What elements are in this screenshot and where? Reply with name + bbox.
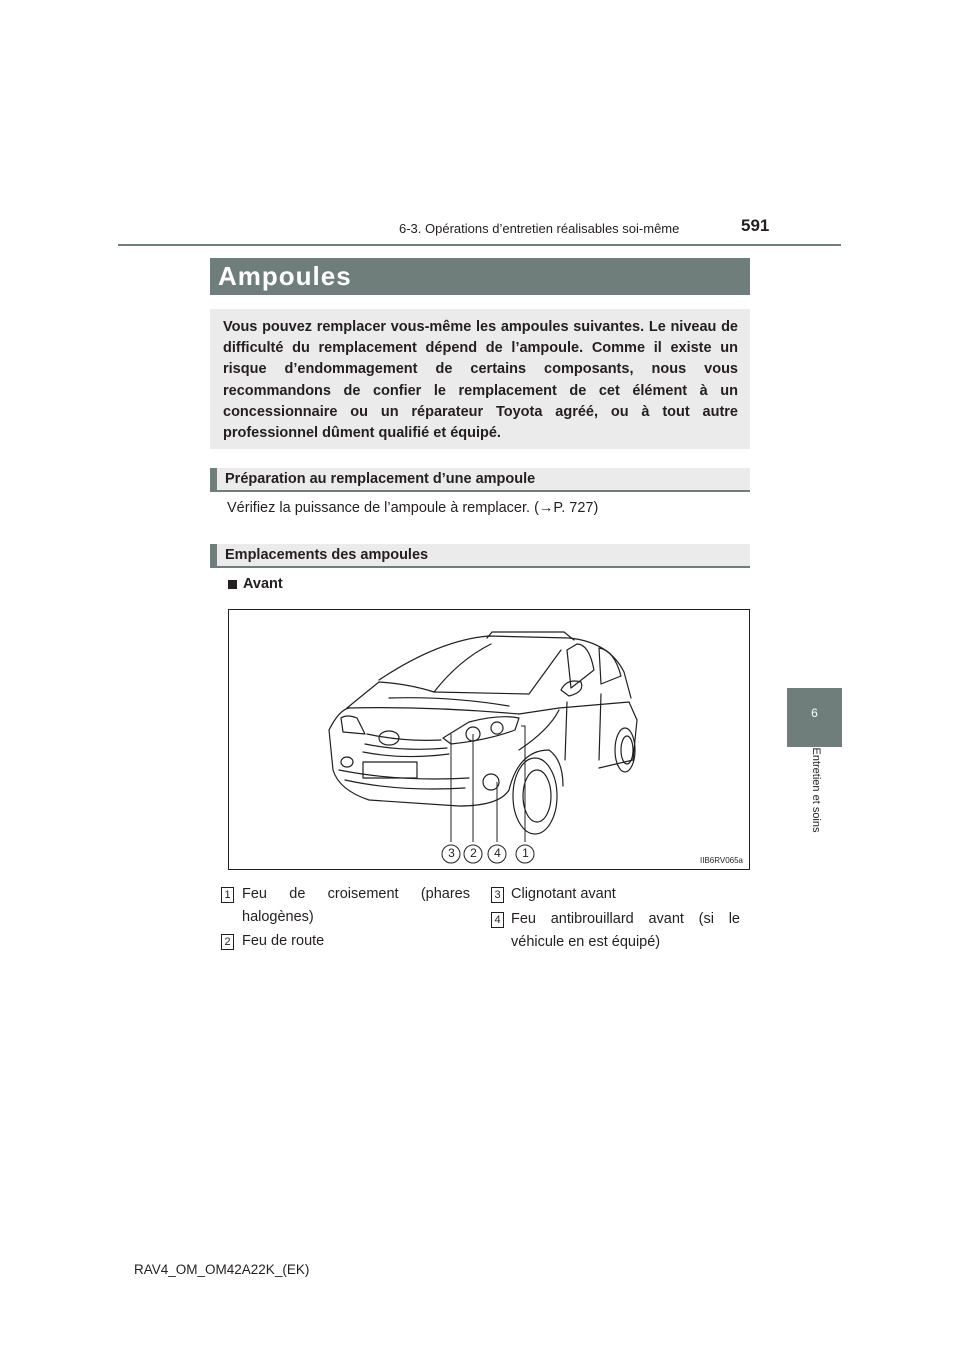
callout-number: 2	[470, 846, 477, 860]
legend-item-turn-signal: Clignotant avant	[511, 886, 616, 902]
car-illustration-figure	[228, 609, 750, 870]
heading-accent	[210, 468, 217, 490]
chapter-label: Entretien et soins	[810, 747, 822, 833]
intro-box	[210, 309, 750, 449]
bullet-square-icon	[228, 580, 237, 589]
heading-accent	[210, 544, 217, 566]
document-code-footer: RAV4_OM_OM42A22K_(EK)	[134, 1262, 310, 1277]
legend-number-box: 2	[221, 934, 234, 950]
legend-item-fog-light: Feu antibrouillard avant (si le véhicule en est équipé)	[511, 911, 740, 950]
figure-code: IIB6RV065a	[700, 856, 743, 865]
legend-number-box: 1	[221, 887, 234, 903]
legend-item-low-beam: Feu de croisement (phares halogènes)	[242, 886, 470, 925]
preparation-text: Vérifiez la puissance de l’ampoule à remplacer. (→P. 727)	[227, 500, 599, 516]
callout-number: 1	[522, 846, 529, 860]
intro-text: Vous pouvez remplacer vous-même les ampoules suivantes. Le niveau de difficulté du remplacement dépend de l’ampoule. Comme il existe un risque d’endommagement de certains composants, nous vous recommandons de confier le remplacement de cet élément à un concessionnaire ou un réparateur Toyota agréé, ou à tout autre professionnel dûment qualifié et équipé.	[223, 319, 738, 442]
legend-number-box: 3	[491, 887, 504, 903]
callout-number: 4	[494, 846, 501, 860]
header-divider	[118, 244, 841, 246]
section-heading-locations	[210, 544, 750, 568]
section-reference: 6-3. Opérations d’entretien réalisables soi-même	[399, 221, 680, 236]
section-heading-text: Préparation au remplacement d’une ampoule	[225, 471, 536, 487]
page-number: 591	[741, 216, 770, 235]
page-title-bar	[210, 258, 750, 295]
page-title: Ampoules	[218, 261, 352, 291]
subsection-title: Avant	[243, 576, 283, 592]
callout-number: 3	[448, 846, 455, 860]
chapter-number: 6	[811, 706, 818, 720]
section-heading-text: Emplacements des ampoules	[225, 547, 429, 563]
legend-number-box: 4	[491, 912, 504, 928]
car-front-icon	[229, 610, 749, 869]
legend-item-high-beam: Feu de route	[242, 933, 325, 949]
section-heading-preparation	[210, 468, 750, 492]
